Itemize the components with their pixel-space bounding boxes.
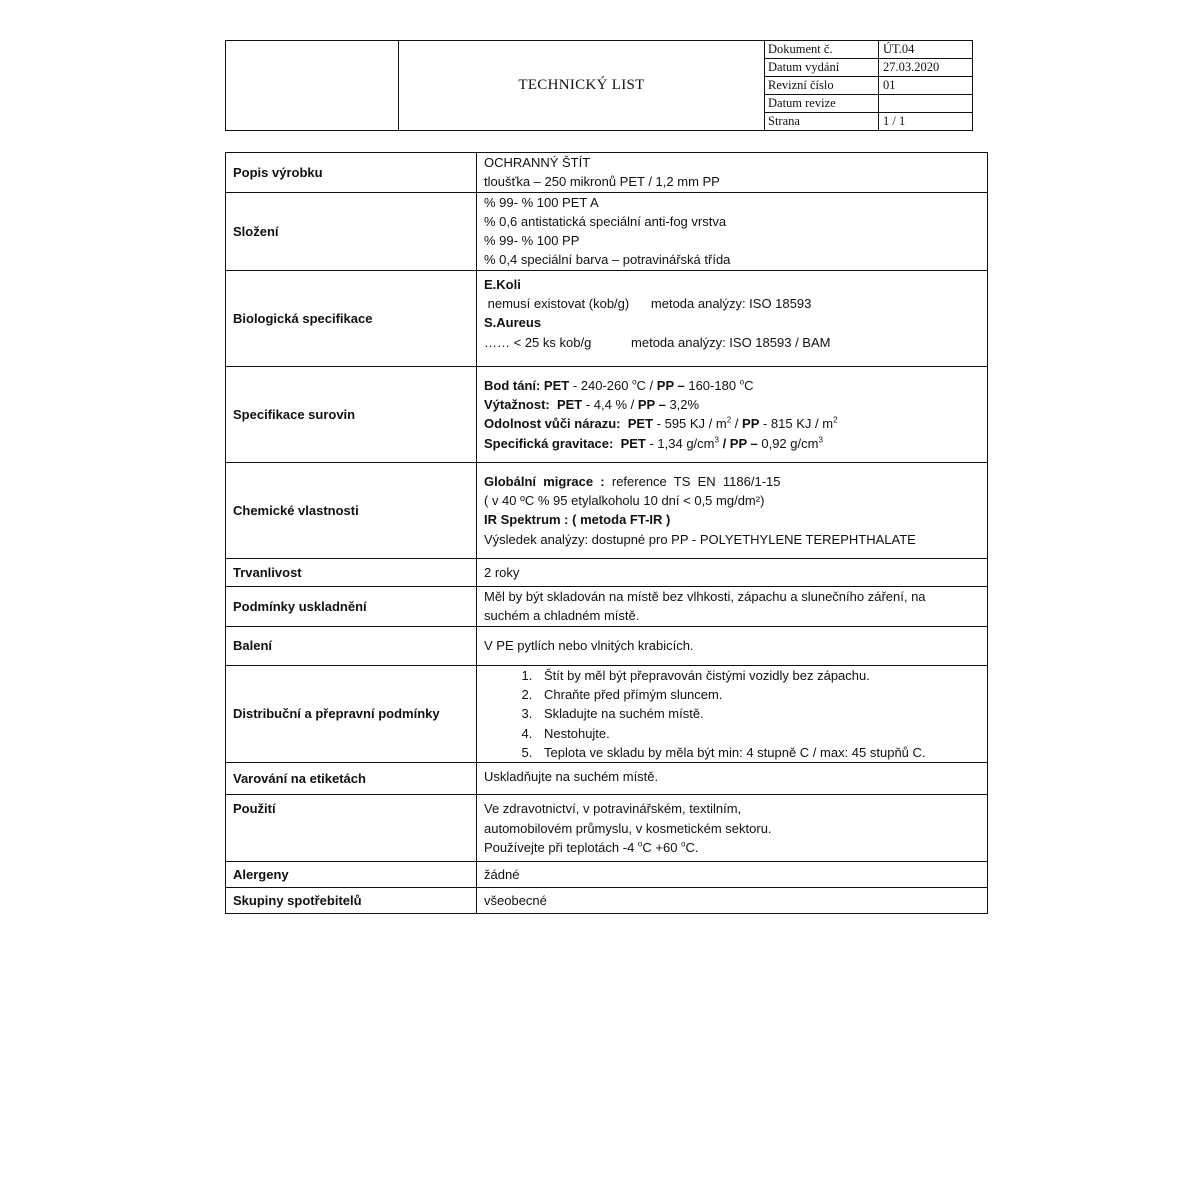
row-biological-spec bbox=[226, 270, 988, 366]
row-label: Složení bbox=[226, 192, 477, 270]
document-title: TECHNICKÝ LIST bbox=[399, 41, 765, 130]
row-value: Měl by být skladován na místě bez vlhkosti, zápachu a slunečního záření, na suchém a chladném místě. bbox=[477, 586, 988, 626]
list-item: 4. Nestohujte. bbox=[536, 724, 980, 743]
row-allergens bbox=[226, 862, 988, 888]
row-value: Globální migrace : reference TS EN 1186/1-15 ( v 40 ºC % 95 etylalkoholu 10 dní < 0,5 mg/dm²) IR Spektrum : ( metoda FT-IR ) Výsledek analýzy: dostupné pro PP - POLYETHYLENE TEREPHTHALATE bbox=[477, 462, 988, 558]
row-distribution-conditions bbox=[226, 665, 988, 762]
row-value: E.Koli nemusí existovat (kob/g) metoda analýzy: ISO 18593 S.Aureus …… < 25 ks kob/g metoda analýzy: ISO 18593 / BAM bbox=[477, 270, 988, 366]
list-item: 5. Teplota ve skladu by měla být min: 4 stupně C / max: 45 stupňů C. bbox=[536, 743, 980, 762]
meta-label: Datum vydání bbox=[765, 59, 879, 76]
row-value: všeobecné bbox=[477, 888, 988, 914]
meta-value: 1 / 1 bbox=[883, 114, 906, 128]
list-item: 1. Štít by měl být přepravován čistými vozidly bez zápachu. bbox=[536, 666, 980, 685]
row-value: žádné bbox=[477, 862, 988, 888]
row-value: V PE pytlích nebo vlnitých krabicích. bbox=[477, 626, 988, 665]
row-label: Trvanlivost bbox=[226, 558, 477, 586]
row-label: Balení bbox=[226, 626, 477, 665]
row-value: Ve zdravotnictví, v potravinářském, textilním, automobilovém průmyslu, v kosmetickém sektoru. Používejte při teplotách -4 $^o$C +60 $^o$C. bbox=[477, 795, 988, 862]
meta-row-page bbox=[765, 113, 972, 130]
row-shelf-life bbox=[226, 558, 988, 586]
meta-row-revision-number bbox=[765, 77, 972, 95]
row-label: Použití bbox=[226, 795, 477, 862]
row-product-description bbox=[226, 153, 988, 193]
document-meta bbox=[765, 41, 972, 130]
row-usage bbox=[226, 795, 988, 862]
meta-label: Datum revize bbox=[765, 95, 879, 112]
row-label: Varování na etiketách bbox=[226, 763, 477, 795]
row-value bbox=[477, 665, 988, 762]
row-composition bbox=[226, 192, 988, 270]
meta-value: ÚT.04 bbox=[883, 42, 915, 56]
row-label: Biologická specifikace bbox=[226, 270, 477, 366]
meta-row-revision-date bbox=[765, 95, 972, 113]
meta-label: Revizní číslo bbox=[765, 77, 879, 94]
row-label: Chemické vlastnosti bbox=[226, 462, 477, 558]
logo-cell bbox=[226, 41, 399, 130]
row-value: 2 roky bbox=[477, 558, 988, 586]
meta-label: Dokument č. bbox=[765, 41, 879, 58]
row-label: Distribuční a přepravní podmínky bbox=[226, 665, 477, 762]
row-value: Bod tání: PET - 240-260 $^o$C / PP – 160-180 $^o$C Výtažnost: PET - 4,4 % / PP – 3,2% Odolnost vůči nárazu: PET - 595 KJ / $m^2$ / PP - 815 KJ / $m^2$ Specifická gravitace: PET - 1,34 $g/cm^3$ / PP – 0,92 $g/cm^3$ bbox=[477, 366, 988, 462]
row-label: Alergeny bbox=[226, 862, 477, 888]
row-value: Uskladňujte na suchém místě. bbox=[477, 763, 988, 795]
row-storage-conditions bbox=[226, 586, 988, 626]
distribution-list bbox=[484, 666, 980, 762]
meta-value: 01 bbox=[883, 78, 896, 92]
meta-label: Strana bbox=[765, 113, 879, 130]
row-consumer-groups bbox=[226, 888, 988, 914]
row-raw-material-spec bbox=[226, 366, 988, 462]
row-label: Skupiny spotřebitelů bbox=[226, 888, 477, 914]
row-label: Specifikace surovin bbox=[226, 366, 477, 462]
row-label: Popis výrobku bbox=[226, 153, 477, 193]
meta-value: 27.03.2020 bbox=[883, 60, 940, 74]
document-header bbox=[225, 40, 973, 131]
row-value: OCHRANNÝ ŠTÍT tloušťka – 250 mikronů PET / 1,2 mm PP bbox=[477, 153, 988, 193]
meta-row-issue-date bbox=[765, 59, 972, 77]
row-chemical-properties bbox=[226, 462, 988, 558]
row-packaging bbox=[226, 626, 988, 665]
list-item: 3. Skladujte na suchém místě. bbox=[536, 704, 980, 723]
meta-value bbox=[879, 95, 972, 112]
row-label-warnings bbox=[226, 763, 988, 795]
row-value: % 99- % 100 PET A % 0,6 antistatická speciální anti-fog vrstva % 99- % 100 PP % 0,4 speciální barva – potravinářská třída bbox=[477, 192, 988, 270]
meta-row-document bbox=[765, 41, 972, 59]
specification-table bbox=[225, 152, 988, 914]
row-label: Podmínky uskladnění bbox=[226, 586, 477, 626]
list-item: 2. Chraňte před přímým sluncem. bbox=[536, 685, 980, 704]
